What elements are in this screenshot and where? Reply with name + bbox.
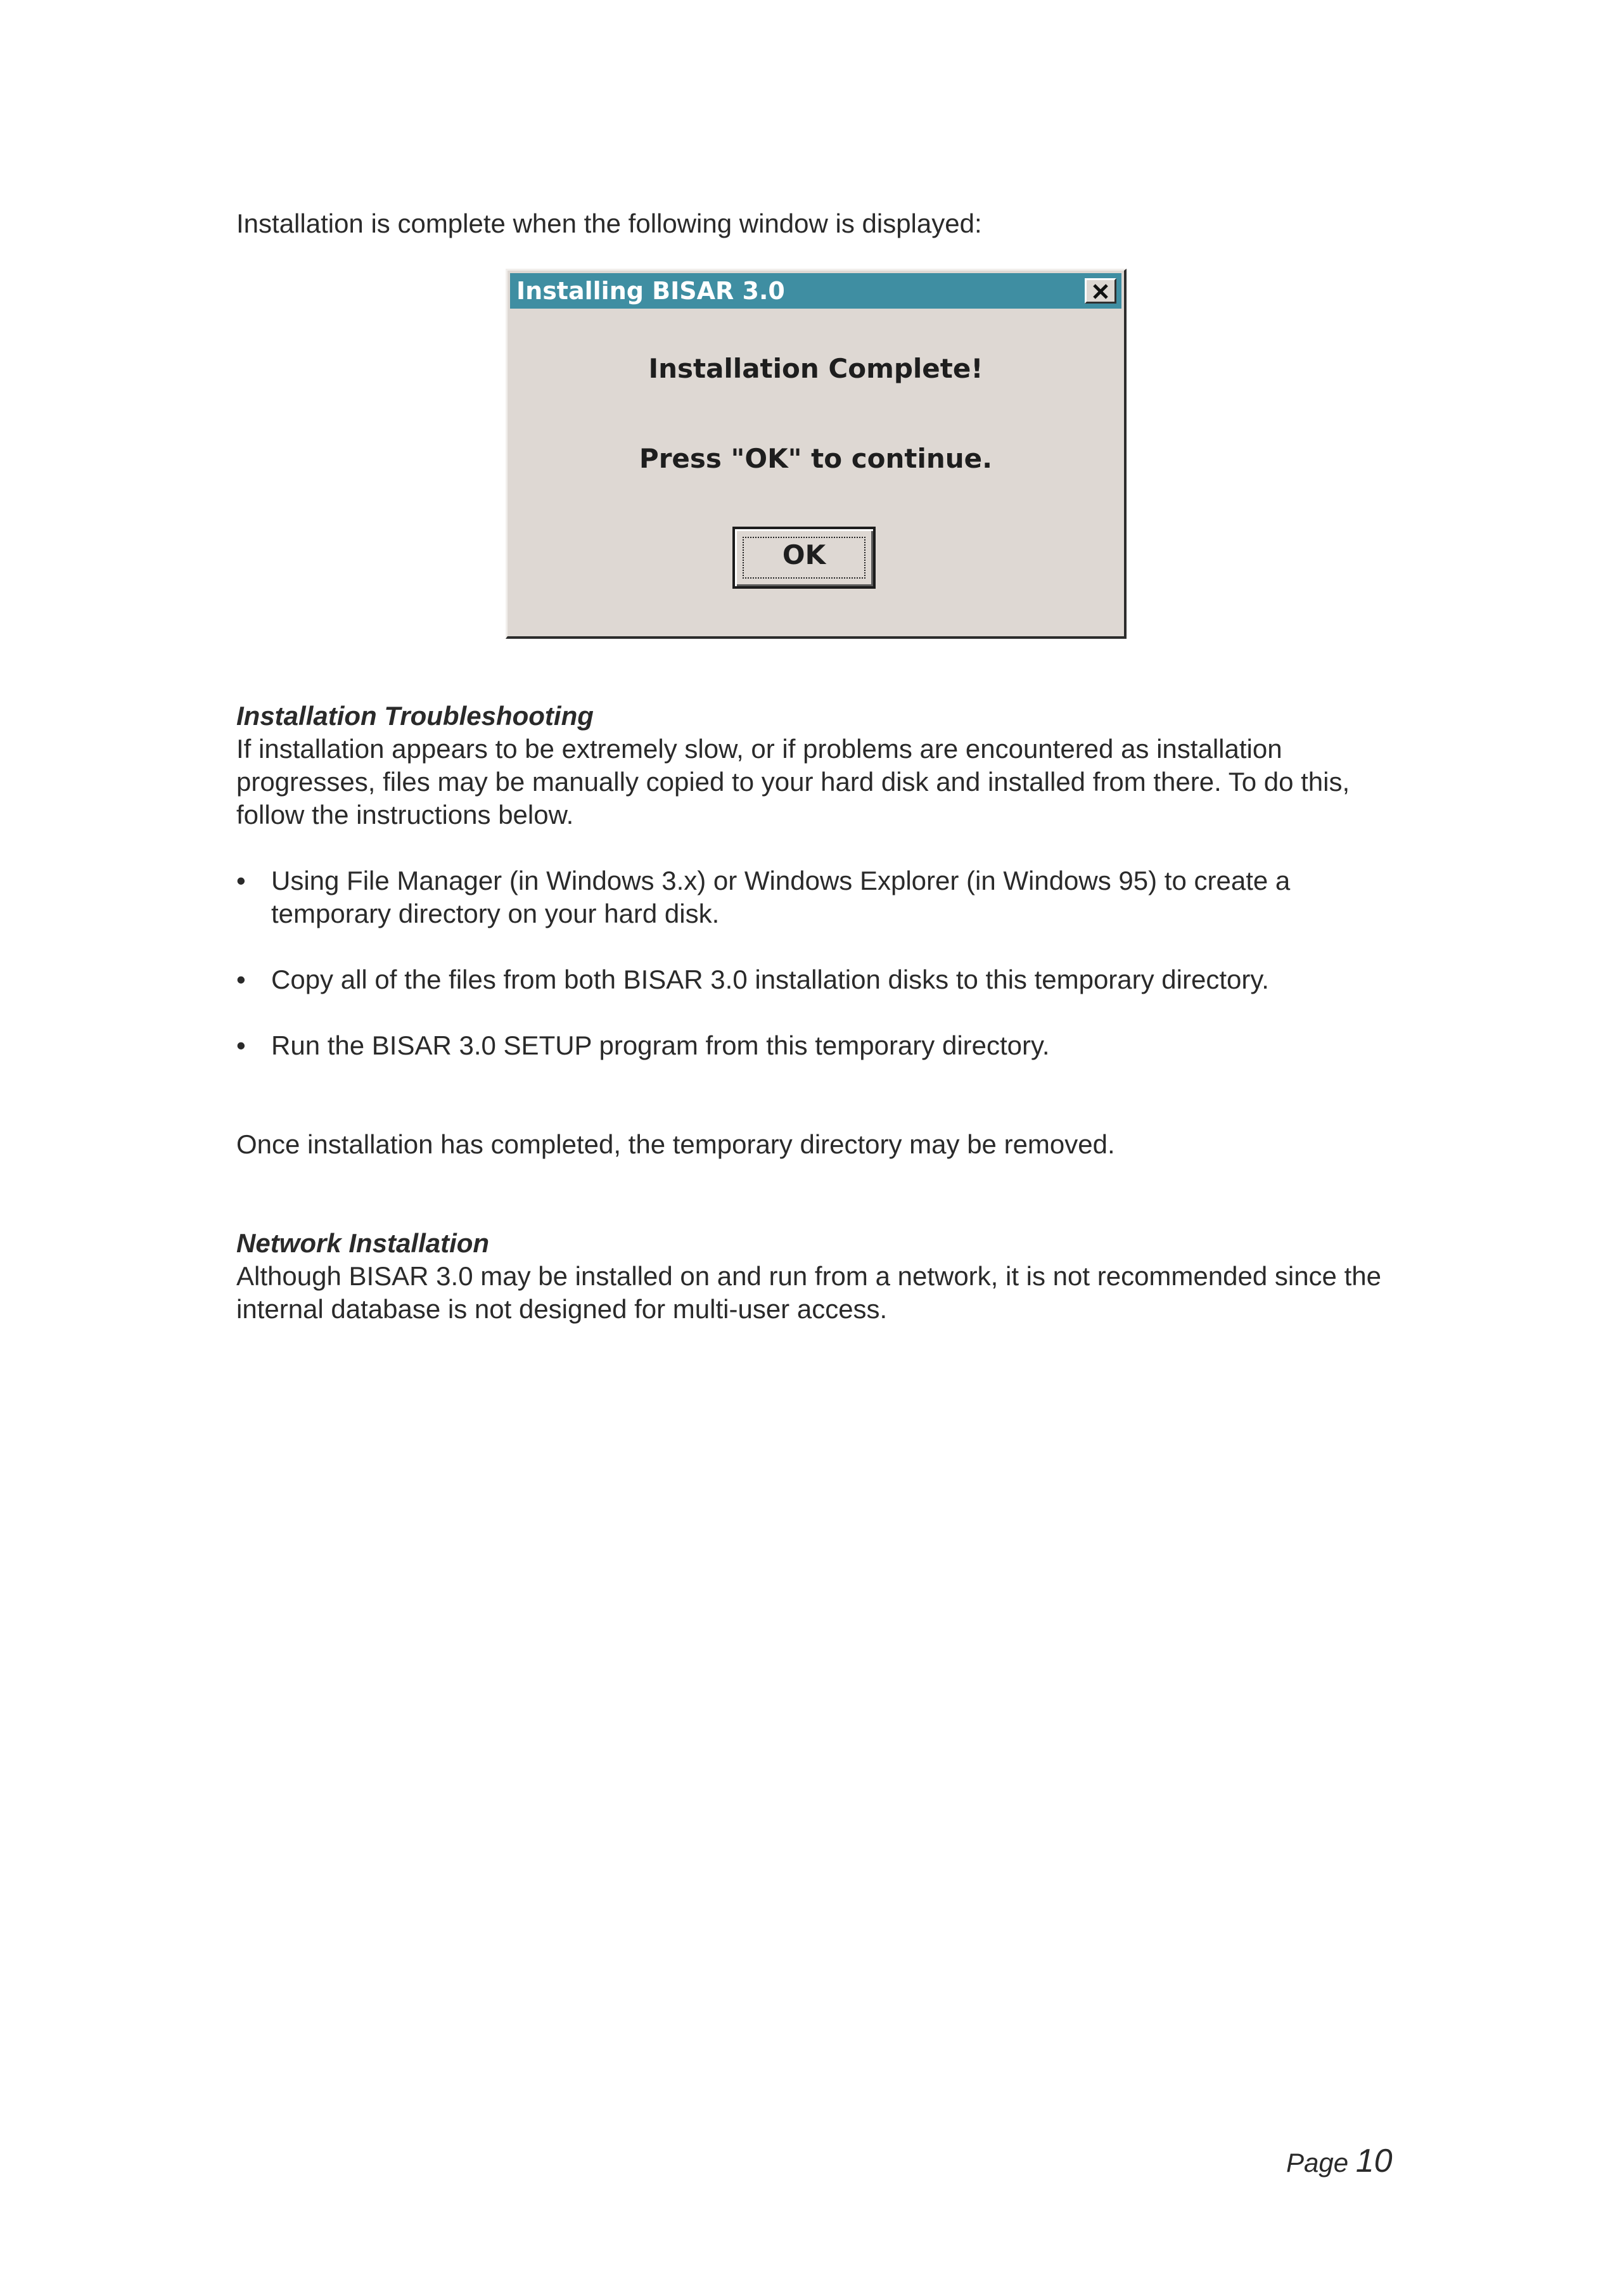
bullet-text: Copy all of the files from both BISAR 3.0 installation disks to this temporary directory. (271, 965, 1269, 994)
troubleshooting-heading: Installation Troubleshooting (236, 701, 594, 731)
page-number: 10 (1355, 2143, 1393, 2179)
bullet-dot: • (236, 1030, 246, 1060)
dialog-message-continue: Press "OK" to continue. (639, 443, 993, 474)
network-heading: Network Installation (236, 1228, 490, 1258)
dialog-title: Installing BISAR 3.0 (516, 277, 785, 305)
bullet-dot: • (236, 965, 246, 994)
closing-text: Once installation has completed, the temporary directory may be removed. (236, 1129, 1115, 1159)
network-body: Although BISAR 3.0 may be installed on and run from a network, it is not recommended since the internal database is not designed for multi-user access. (236, 1261, 1381, 1324)
close-button[interactable] (1085, 278, 1116, 304)
intro-text: Installation is complete when the following window is displayed: (236, 208, 982, 238)
close-x-icon (1092, 283, 1109, 300)
troubleshooting-body: If installation appears to be extremely slow, or if problems are encountered as installation progresses, files may be manually copied to your hard disk and installed from there. To do this, follow the instructions below. (236, 734, 1350, 830)
bullet-dot: • (236, 866, 246, 895)
bullet-text: Run the BISAR 3.0 SETUP program from this temporary directory. (271, 1030, 1050, 1060)
page-label: Page (1286, 2148, 1349, 2177)
page-footer (1286, 2142, 1393, 2180)
bullet-text: Using File Manager (in Windows 3.x) or Windows Explorer (in Windows 95) to create a temporary directory on your hard disk. (271, 866, 1291, 928)
ok-button-label: OK (782, 539, 826, 570)
dialog-titlebar (510, 273, 1121, 309)
ok-button[interactable] (732, 527, 876, 589)
dialog-message-complete: Installation Complete! (648, 353, 983, 384)
install-complete-dialog (506, 269, 1127, 639)
